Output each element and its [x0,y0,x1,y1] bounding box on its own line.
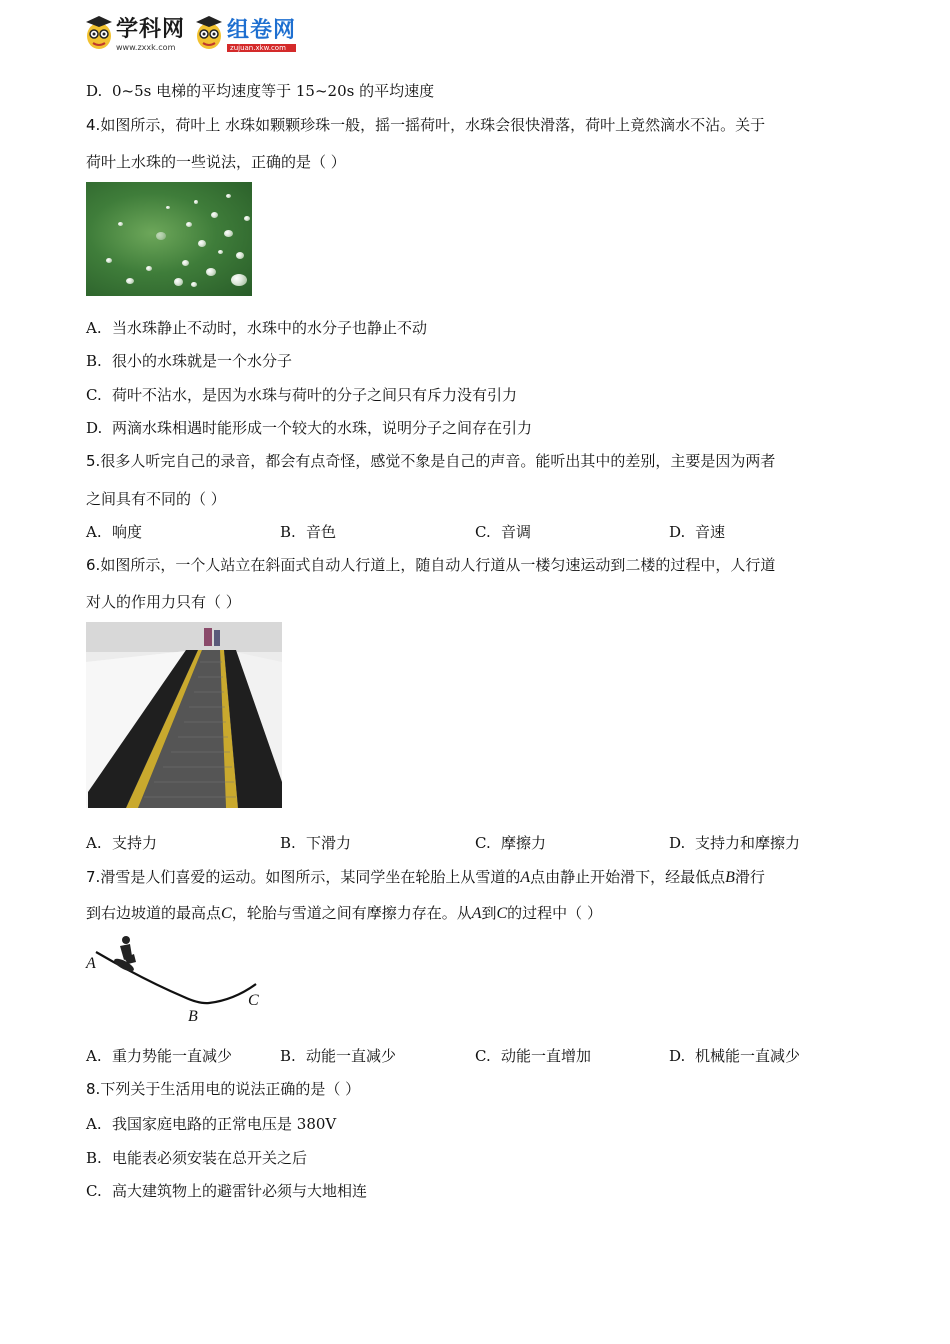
q5-option-a [86,522,142,542]
option-label: D. [669,523,686,541]
option-label: C. [475,834,491,852]
option-text: 很小的水珠就是一个水分子 [112,352,293,370]
lotus-leaf-water-drops-image [86,182,252,296]
q5-option-b [280,522,336,542]
option-text: 音调 [501,523,532,541]
question-text: 下列关于生活用电的说法正确的是（ ） [100,1080,361,1098]
header-logos [84,10,296,54]
option-text: 高大建筑物上的避雷针必须与大地相连 [112,1182,368,1200]
mascot-icon [84,12,114,52]
question-text: 的过程中（ ） [507,904,602,922]
q8-stem-line1 [86,1079,360,1099]
q8-option-c [86,1181,367,1201]
option-text: 音色 [306,523,337,541]
question-text: 滑雪是人们喜爱的运动。如图所示，某同学坐在轮胎上从雪道的 [100,868,521,886]
ski-slope-diagram [84,932,264,1027]
option-text: 荷叶不沾水，是因为水珠与荷叶的分子之间只有斥力没有引力 [112,386,518,404]
option-text: 下滑力 [306,834,352,852]
q7-stem-line2 [86,903,602,924]
q6-stem-line2: 对人的作用力只有（ ） [86,593,241,611]
option-label: A. [86,1047,102,1065]
diagram-label-b: B [188,1008,198,1025]
q5-stem-line2: 之间具有不同的（ ） [86,490,226,508]
option-label: A. [86,319,102,337]
diagram-label-a: A [86,955,96,972]
option-label: D. [669,834,686,852]
option-text: 响度 [112,523,143,541]
option-label: C. [475,1047,491,1065]
option-label: D. [86,82,103,100]
q7-option-c [475,1046,591,1066]
option-label: A. [86,834,102,852]
q5-option-d [669,522,725,542]
point-a-label: A [471,905,482,922]
q4-option-d [86,418,532,438]
option-label: D. [86,419,103,437]
question-text: ，轮胎与雪道之间有摩擦力存在。从 [231,904,472,922]
question-number: 6. [86,556,101,574]
option-text: 两滴水珠相遇时能形成一个较大的水珠，说明分子之间存在引力 [112,419,533,437]
logo-xkw-text: 学科网 [116,17,186,42]
q3-option-d [86,81,434,101]
diagram-label-c: C [248,992,259,1009]
option-text: 0~5s 电梯的平均速度等于 15~20s 的平均速度 [112,82,435,100]
option-text: 音速 [695,523,726,541]
option-text: 摩擦力 [501,834,547,852]
option-text: 支持力和摩擦力 [695,834,801,852]
option-label: B. [86,1149,102,1167]
q6-stem-line1 [86,555,775,575]
point-a-label: A [520,869,531,886]
logo-zujuan-url: zujuan.xkw.com [227,44,296,52]
question-text: 很多人听完自己的录音，都会有点奇怪，感觉不象是自己的声音。能听出其中的差别，主要是因为两者 [100,452,776,470]
q6-option-a [86,833,157,853]
logo-xkw-url: www.zxxk.com [116,43,176,52]
option-label: A. [86,1115,102,1133]
option-text: 我国家庭电路的正常电压是 380V [112,1115,337,1133]
escalator-image [86,622,282,808]
q7-option-d [669,1046,800,1066]
question-number: 5. [86,452,101,470]
q7-option-a [86,1046,232,1066]
q4-stem-line2: 荷叶上水珠的一些说法，正确的是（ ） [86,153,346,171]
option-text: 电能表必须安装在总开关之后 [112,1149,308,1167]
question-text: 到 [481,904,497,922]
question-text: 到右边坡道的最高点 [86,904,222,922]
question-text: 点由静止开始滑下，经最低点 [530,868,726,886]
question-text: 滑行 [734,868,765,886]
option-text: 支持力 [112,834,158,852]
option-text: 当水珠静止不动时，水珠中的水分子也静止不动 [112,319,428,337]
option-text: 机械能一直减少 [695,1047,801,1065]
point-c-label: C [221,905,232,922]
question-text: 如图所示，一个人站立在斜面式自动人行道上，随自动人行道从一楼匀速运动到二楼的过程中，人行道 [100,556,776,574]
q6-option-c [475,833,546,853]
q6-option-b [280,833,351,853]
option-label: C. [475,523,491,541]
option-label: B. [280,523,296,541]
point-c-label: C [496,905,508,922]
option-text: 重力势能一直减少 [112,1047,233,1065]
q4-option-b [86,351,292,371]
mascot-icon [193,12,225,52]
q4-option-c [86,385,517,405]
question-number: 8. [86,1080,101,1098]
question-text: 如图所示，荷叶上 水珠如颗颗珍珠一般，摇一摇荷叶，水珠会很快滑落，荷叶上竟然滴水不沾。关于 [100,116,766,134]
question-number: 4. [86,116,101,134]
option-label: C. [86,386,102,404]
option-label: B. [86,352,102,370]
q5-option-c [475,522,531,542]
q5-stem-line1 [86,451,775,471]
q7-option-b [280,1046,396,1066]
option-label: B. [280,1047,296,1065]
q4-stem-line1 [86,115,765,135]
q6-option-d [669,833,800,853]
logo-zujuan-text: 组卷网 [227,17,297,43]
option-text: 动能一直增加 [501,1047,592,1065]
point-b-label: B [725,869,735,886]
option-label: D. [669,1047,686,1065]
q8-option-a [86,1114,336,1134]
q8-option-b [86,1148,307,1168]
option-label: C. [86,1182,102,1200]
question-number: 7. [86,868,101,886]
option-label: A. [86,523,102,541]
option-label: B. [280,834,296,852]
option-text: 动能一直减少 [306,1047,397,1065]
q7-stem-line1 [86,867,765,888]
q4-option-a [86,318,427,338]
